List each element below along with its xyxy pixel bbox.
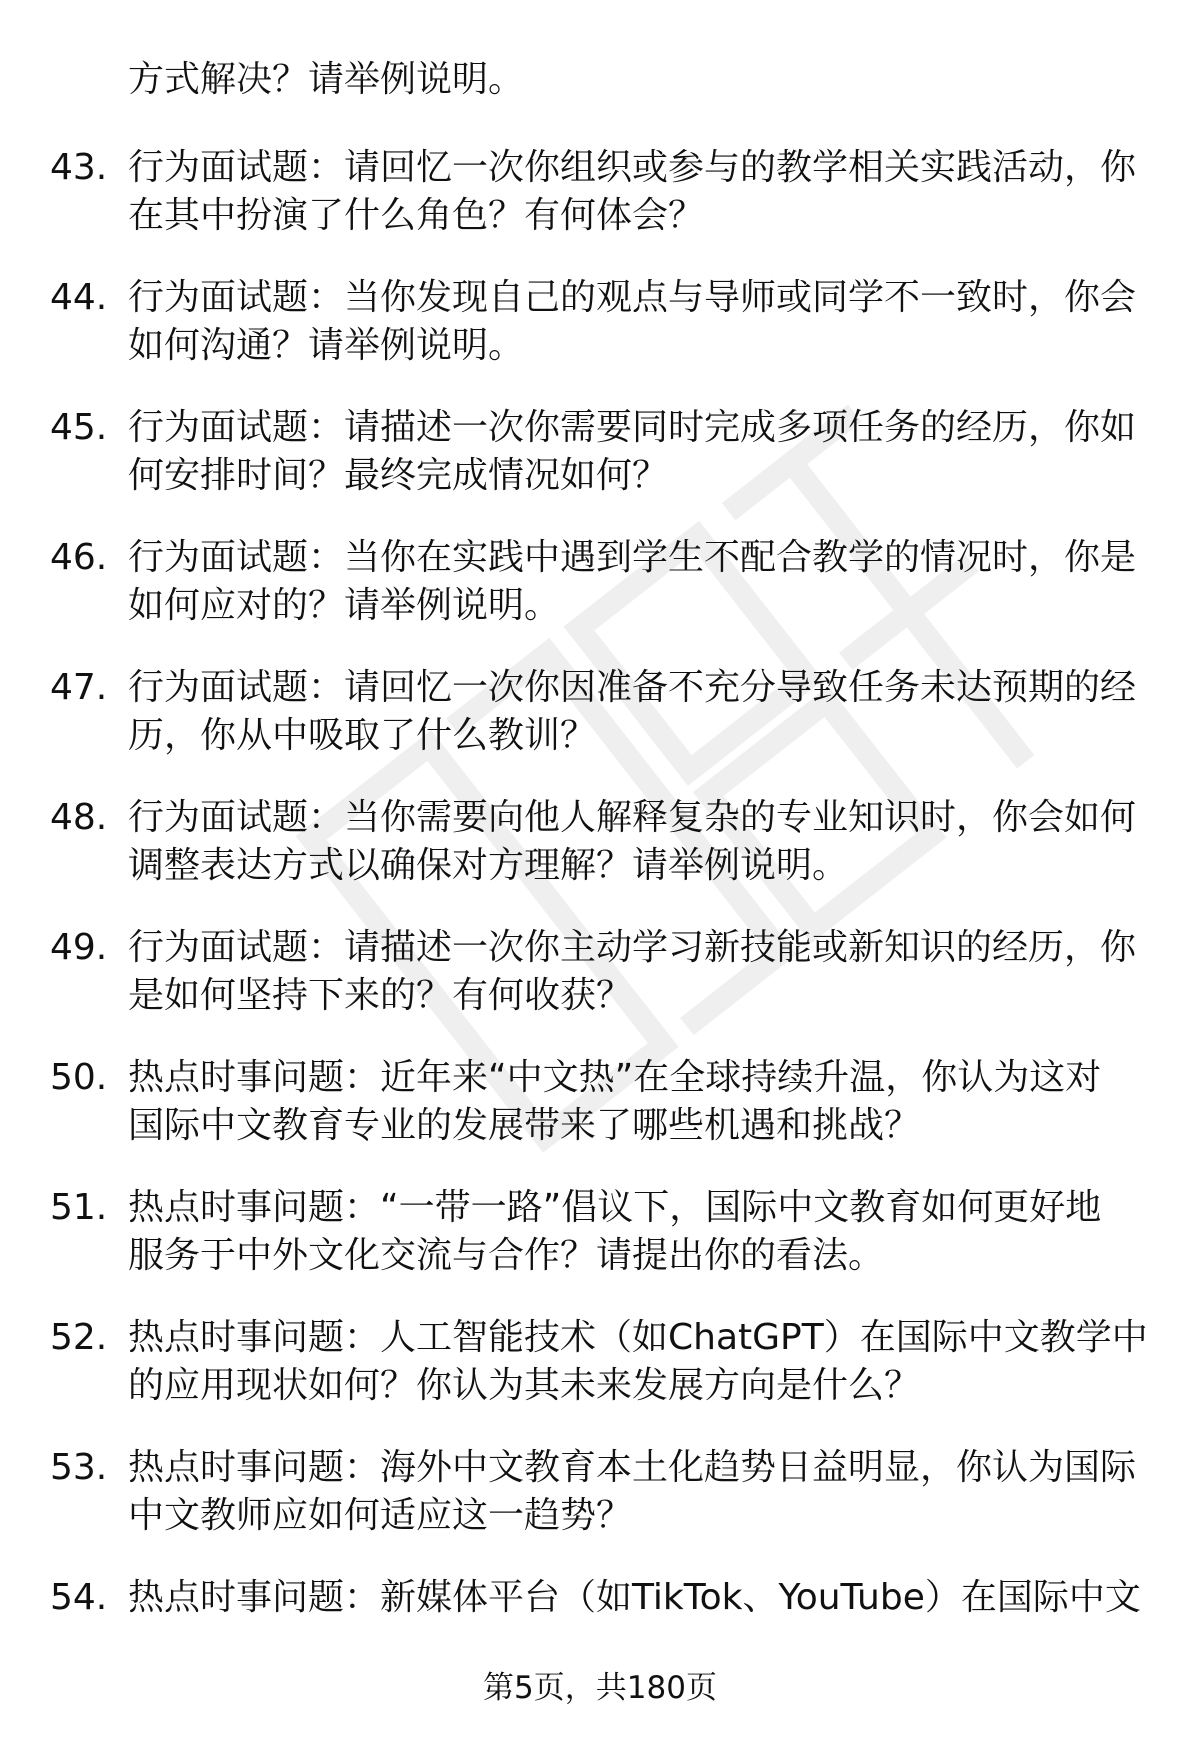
question-text: [128, 404, 1138, 500]
list-item: [0, 144, 1200, 274]
question-line: 何安排时间？最终完成情况如何？: [128, 455, 669, 496]
question-number: 43.: [50, 147, 108, 188]
question-number: 50.: [50, 1057, 108, 1098]
continuation-text: 方式解决？请举例说明。: [128, 59, 525, 100]
list-item: [0, 1314, 1200, 1444]
question-line: 热点时事问题：“一带一路”倡议下，国际中文教育如何更好地: [128, 1187, 1102, 1228]
question-text: [128, 794, 1138, 890]
question-line: 热点时事问题：海外中文教育本土化趋势日益明显，你认为国际: [128, 1447, 1137, 1488]
question-line: 如何应对的？请举例说明。: [128, 585, 561, 626]
question-text: [128, 274, 1138, 370]
question-line: 历，你从中吸取了什么教训？: [128, 715, 597, 756]
question-number: 45.: [50, 407, 108, 448]
question-line: 行为面试题：当你需要向他人解释复杂的专业知识时，你会如何: [128, 797, 1137, 838]
page-footer: 第5页，共180页: [483, 1670, 717, 1706]
question-line: 行为面试题：当你在实践中遇到学生不配合教学的情况时，你是: [128, 537, 1137, 578]
question-text: [128, 664, 1138, 760]
question-list: [0, 144, 1200, 1704]
question-number: 47.: [50, 667, 108, 708]
question-number: 51.: [50, 1187, 108, 1228]
question-number: 54.: [50, 1577, 108, 1618]
question-line: 中文教师应如何适应这一趋势？: [128, 1495, 633, 1536]
question-text: [128, 1444, 1138, 1540]
question-number: 46.: [50, 537, 108, 578]
list-item: [0, 794, 1200, 924]
list-item: [0, 534, 1200, 664]
question-line: 行为面试题：请描述一次你主动学习新技能或新知识的经历，你: [128, 927, 1137, 968]
question-number: 49.: [50, 927, 108, 968]
question-text: [128, 1574, 1141, 1622]
question-line: 是如何坚持下来的？有何收获？: [128, 975, 633, 1016]
question-line: 热点时事问题：近年来“中文热”在全球持续升温，你认为这对: [128, 1057, 1102, 1098]
question-line: 行为面试题：请回忆一次你因准备不充分导致任务未达预期的经: [128, 667, 1137, 708]
question-text: [128, 144, 1138, 240]
list-item: [0, 664, 1200, 794]
list-item: [0, 1054, 1200, 1184]
question-line: 行为面试题：请回忆一次你组织或参与的教学相关实践活动，你: [128, 147, 1137, 188]
question-line: 行为面试题：当你发现自己的观点与导师或同学不一致时，你会: [128, 277, 1137, 318]
question-number: 53.: [50, 1447, 108, 1488]
question-line: 行为面试题：请描述一次你需要同时完成多项任务的经历，你如: [128, 407, 1137, 448]
question-text: [128, 1054, 1138, 1150]
question-line: 国际中文教育专业的发展带来了哪些机遇和挑战？: [128, 1105, 921, 1146]
question-text: [128, 924, 1138, 1020]
list-item: [0, 404, 1200, 534]
question-line: 热点时事问题：新媒体平台（如TikTok、YouTube）在国际中文: [128, 1577, 1141, 1618]
question-line: 热点时事问题：人工智能技术（如ChatGPT）在国际中文教学中: [128, 1317, 1148, 1358]
list-item: [0, 1444, 1200, 1574]
list-item: [0, 1184, 1200, 1314]
question-text: [128, 534, 1138, 630]
question-line: 在其中扮演了什么角色？有何体会？: [128, 195, 705, 236]
question-line: 调整表达方式以确保对方理解？请举例说明。: [128, 845, 849, 886]
question-text: [128, 1184, 1138, 1280]
question-number: 44.: [50, 277, 108, 318]
list-item: [0, 274, 1200, 404]
question-line: 如何沟通？请举例说明。: [128, 325, 525, 366]
question-number: 52.: [50, 1317, 108, 1358]
question-line: 服务于中外文化交流与合作？请提出你的看法。: [128, 1235, 885, 1276]
question-number: 48.: [50, 797, 108, 838]
list-item: [0, 924, 1200, 1054]
question-line: 的应用现状如何？你认为其未来发展方向是什么？: [128, 1365, 921, 1406]
question-text: [128, 1314, 1148, 1410]
